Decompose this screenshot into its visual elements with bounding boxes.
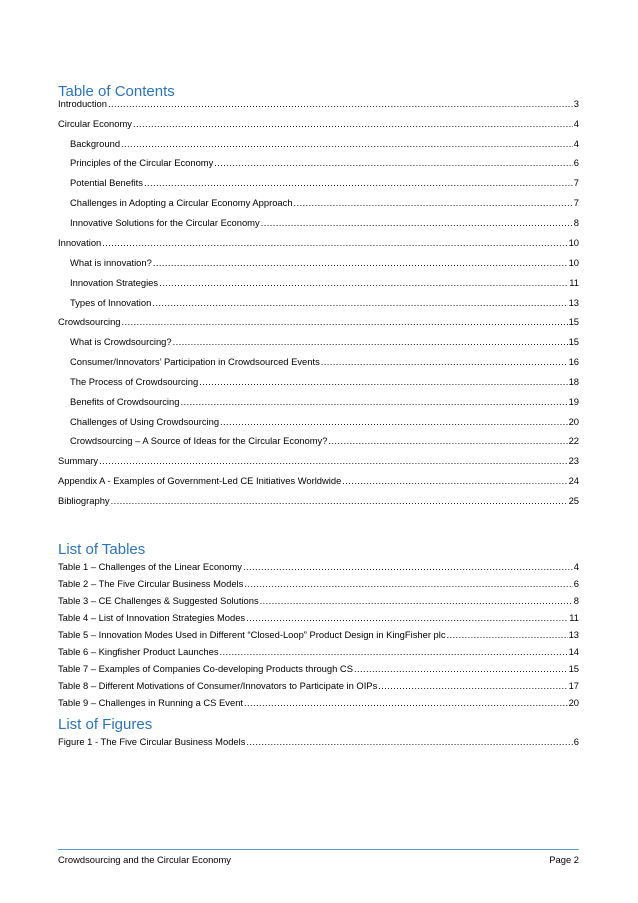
dot-leader [153,257,568,269]
table-entry-5[interactable] [58,629,579,641]
dot-leader [447,629,568,641]
toc-entry-page: 19 [568,396,579,407]
toc-heading: Table of Contents [58,83,175,100]
toc-entry-title: Innovation Strategies [70,277,159,288]
table-entry-2[interactable] [58,578,579,590]
table-entry-title: Table 5 – Innovation Modes Used in Different “Closed-Loop” Product Design in KingFisher plc [58,629,446,640]
figure-entry-1[interactable] [58,736,579,748]
table-entry-title: Table 6 – Kingfisher Product Launches [58,646,219,657]
toc-entry-principles[interactable] [70,157,579,169]
table-entry-page: 6 [573,578,579,589]
figures-heading: List of Figures [58,716,153,733]
dot-leader [111,495,568,507]
toc-entry-page: 6 [573,157,579,168]
toc-entry-page: 10 [568,237,579,248]
toc-entry-title: Circular Economy [58,118,132,129]
dot-leader [378,680,567,692]
dot-leader [342,475,567,487]
table-entry-page: 13 [568,629,579,640]
dot-leader [108,98,573,110]
dot-leader [354,663,568,675]
dot-leader [199,376,567,388]
toc-entry-page: 13 [568,297,579,308]
dot-leader [220,646,568,658]
table-entry-8[interactable] [58,680,579,692]
toc-entry-types-of-innovation[interactable] [70,297,579,309]
toc-entry-what-is-innovation[interactable] [70,257,579,269]
toc-entry-title: Crowdsourcing [58,316,121,327]
toc-entry-title: Appendix A - Examples of Government-Led CE Initiatives Worldwide [58,475,342,486]
toc-entry-page: 8 [573,217,579,228]
toc-entry-title: Challenges in Adopting a Circular Economy Approach [70,197,293,208]
footer-document-title: Crowdsourcing and the Circular Economy [58,854,231,865]
table-entry-title: Table 7 – Examples of Companies Co-developing Products through CS [58,663,353,674]
table-entry-page: 11 [569,612,579,623]
toc-entry-page: 7 [573,197,579,208]
toc-entry-title: Summary [58,455,99,466]
toc-entry-crowdsourcing-source[interactable] [70,435,579,447]
toc-entry-consumer-participation[interactable] [70,356,579,368]
dot-leader [144,177,573,189]
toc-entry-title: Types of Innovation [70,297,152,308]
toc-entry-page: 25 [568,495,579,506]
toc-entry-page: 16 [568,356,579,367]
toc-entry-title: Challenges of Using Crowdsourcing [70,416,220,427]
footer-divider [58,849,579,850]
toc-entry-title: Introduction [58,98,107,109]
table-entry-page: 20 [568,697,579,708]
table-entry-7[interactable] [58,663,579,675]
toc-entry-process-of-crowdsourcing[interactable] [70,376,579,388]
dot-leader [159,277,568,289]
toc-entry-benefits-of-crowdsourcing[interactable] [70,396,579,408]
figure-entry-page: 6 [573,736,579,747]
toc-entry-challenges-adopting[interactable] [70,197,579,209]
toc-entry-what-is-crowdsourcing[interactable] [70,336,579,348]
toc-entry-page: 4 [573,118,579,129]
figure-entry-title: Figure 1 - The Five Circular Business Models [58,736,246,747]
toc-entry-title: Consumer/Innovators’ Participation in Crowdsourced Events [70,356,320,367]
table-entry-title: Table 9 – Challenges in Running a CS Event [58,697,244,708]
dot-leader [321,356,568,368]
table-entry-3[interactable] [58,595,579,607]
toc-entry-page: 11 [569,277,579,288]
dot-leader [243,561,573,573]
toc-entry-title: What is innovation? [70,257,152,268]
toc-entry-title: Innovation [58,237,102,248]
toc-entry-page: 15 [568,316,579,327]
dot-leader [244,578,572,590]
toc-entry-page: 15 [568,336,579,347]
toc-entry-innovative-solutions[interactable] [70,217,579,229]
toc-entry-title: The Process of Crowdsourcing [70,376,199,387]
toc-entry-title: What is Crowdsourcing? [70,336,172,347]
dot-leader [328,435,567,447]
dot-leader [246,736,572,748]
dot-leader [180,396,567,408]
table-entry-title: Table 8 – Different Motivations of Consumer/Innovators to Participate in OIPs [58,680,378,691]
toc-entry-introduction[interactable] [58,98,579,110]
dot-leader [244,697,568,709]
toc-entry-title: Bibliography [58,495,110,506]
toc-entry-page: 3 [573,98,579,109]
dot-leader [220,416,568,428]
table-entry-page: 8 [573,595,579,606]
toc-entry-title: Benefits of Crowdsourcing [70,396,180,407]
toc-entry-circular-economy[interactable] [58,118,579,130]
dot-leader [260,595,573,607]
toc-entry-innovation[interactable] [58,237,579,249]
footer-page-number: Page 2 [549,854,579,865]
table-entry-9[interactable] [58,697,579,709]
toc-entry-background[interactable] [70,138,579,150]
toc-entry-innovation-strategies[interactable] [70,277,579,289]
table-entry-page: 17 [568,680,579,691]
toc-entry-page: 4 [573,138,579,149]
dot-leader [294,197,573,209]
toc-entry-bibliography[interactable] [58,495,579,507]
toc-entry-page: 10 [568,257,579,268]
table-entry-title: Table 2 – The Five Circular Business Models [58,578,244,589]
table-entry-1[interactable] [58,561,579,573]
toc-entry-appendix-a[interactable] [58,475,579,487]
toc-entry-title: Background [70,138,121,149]
dot-leader [246,612,568,624]
dot-leader [173,336,568,348]
dot-leader [122,316,568,328]
dot-leader [152,297,567,309]
toc-entry-page: 7 [573,177,579,188]
toc-entry-page: 24 [568,475,579,486]
dot-leader [214,157,572,169]
table-entry-4[interactable] [58,612,579,624]
toc-entry-title: Potential Benefits [70,177,143,188]
table-entry-title: Table 4 – List of Innovation Strategies Modes [58,612,246,623]
dot-leader [133,118,573,130]
toc-entry-page: 22 [568,435,579,446]
toc-entry-title: Innovative Solutions for the Circular Economy [70,217,260,228]
toc-entry-page: 20 [568,416,579,427]
table-entry-title: Table 1 – Challenges of the Linear Economy [58,561,242,572]
table-entry-title: Table 3 – CE Challenges & Suggested Solutions [58,595,259,606]
table-entry-6[interactable] [58,646,579,658]
dot-leader [102,237,567,249]
table-entry-page: 4 [573,561,579,572]
toc-entry-page: 23 [568,455,579,466]
toc-entry-title: Principles of the Circular Economy [70,157,214,168]
toc-entry-page: 18 [568,376,579,387]
toc-entry-crowdsourcing[interactable] [58,316,579,328]
toc-entry-summary[interactable] [58,455,579,467]
dot-leader [121,138,573,150]
table-entry-page: 15 [568,663,579,674]
toc-entry-challenges-crowdsourcing[interactable] [70,416,579,428]
toc-entry-potential-benefits[interactable] [70,177,579,189]
table-entry-page: 14 [568,646,579,657]
dot-leader [99,455,567,467]
toc-entry-title: Crowdsourcing – A Source of Ideas for the Circular Economy? [70,435,328,446]
dot-leader [261,217,573,229]
tables-heading: List of Tables [58,541,146,558]
